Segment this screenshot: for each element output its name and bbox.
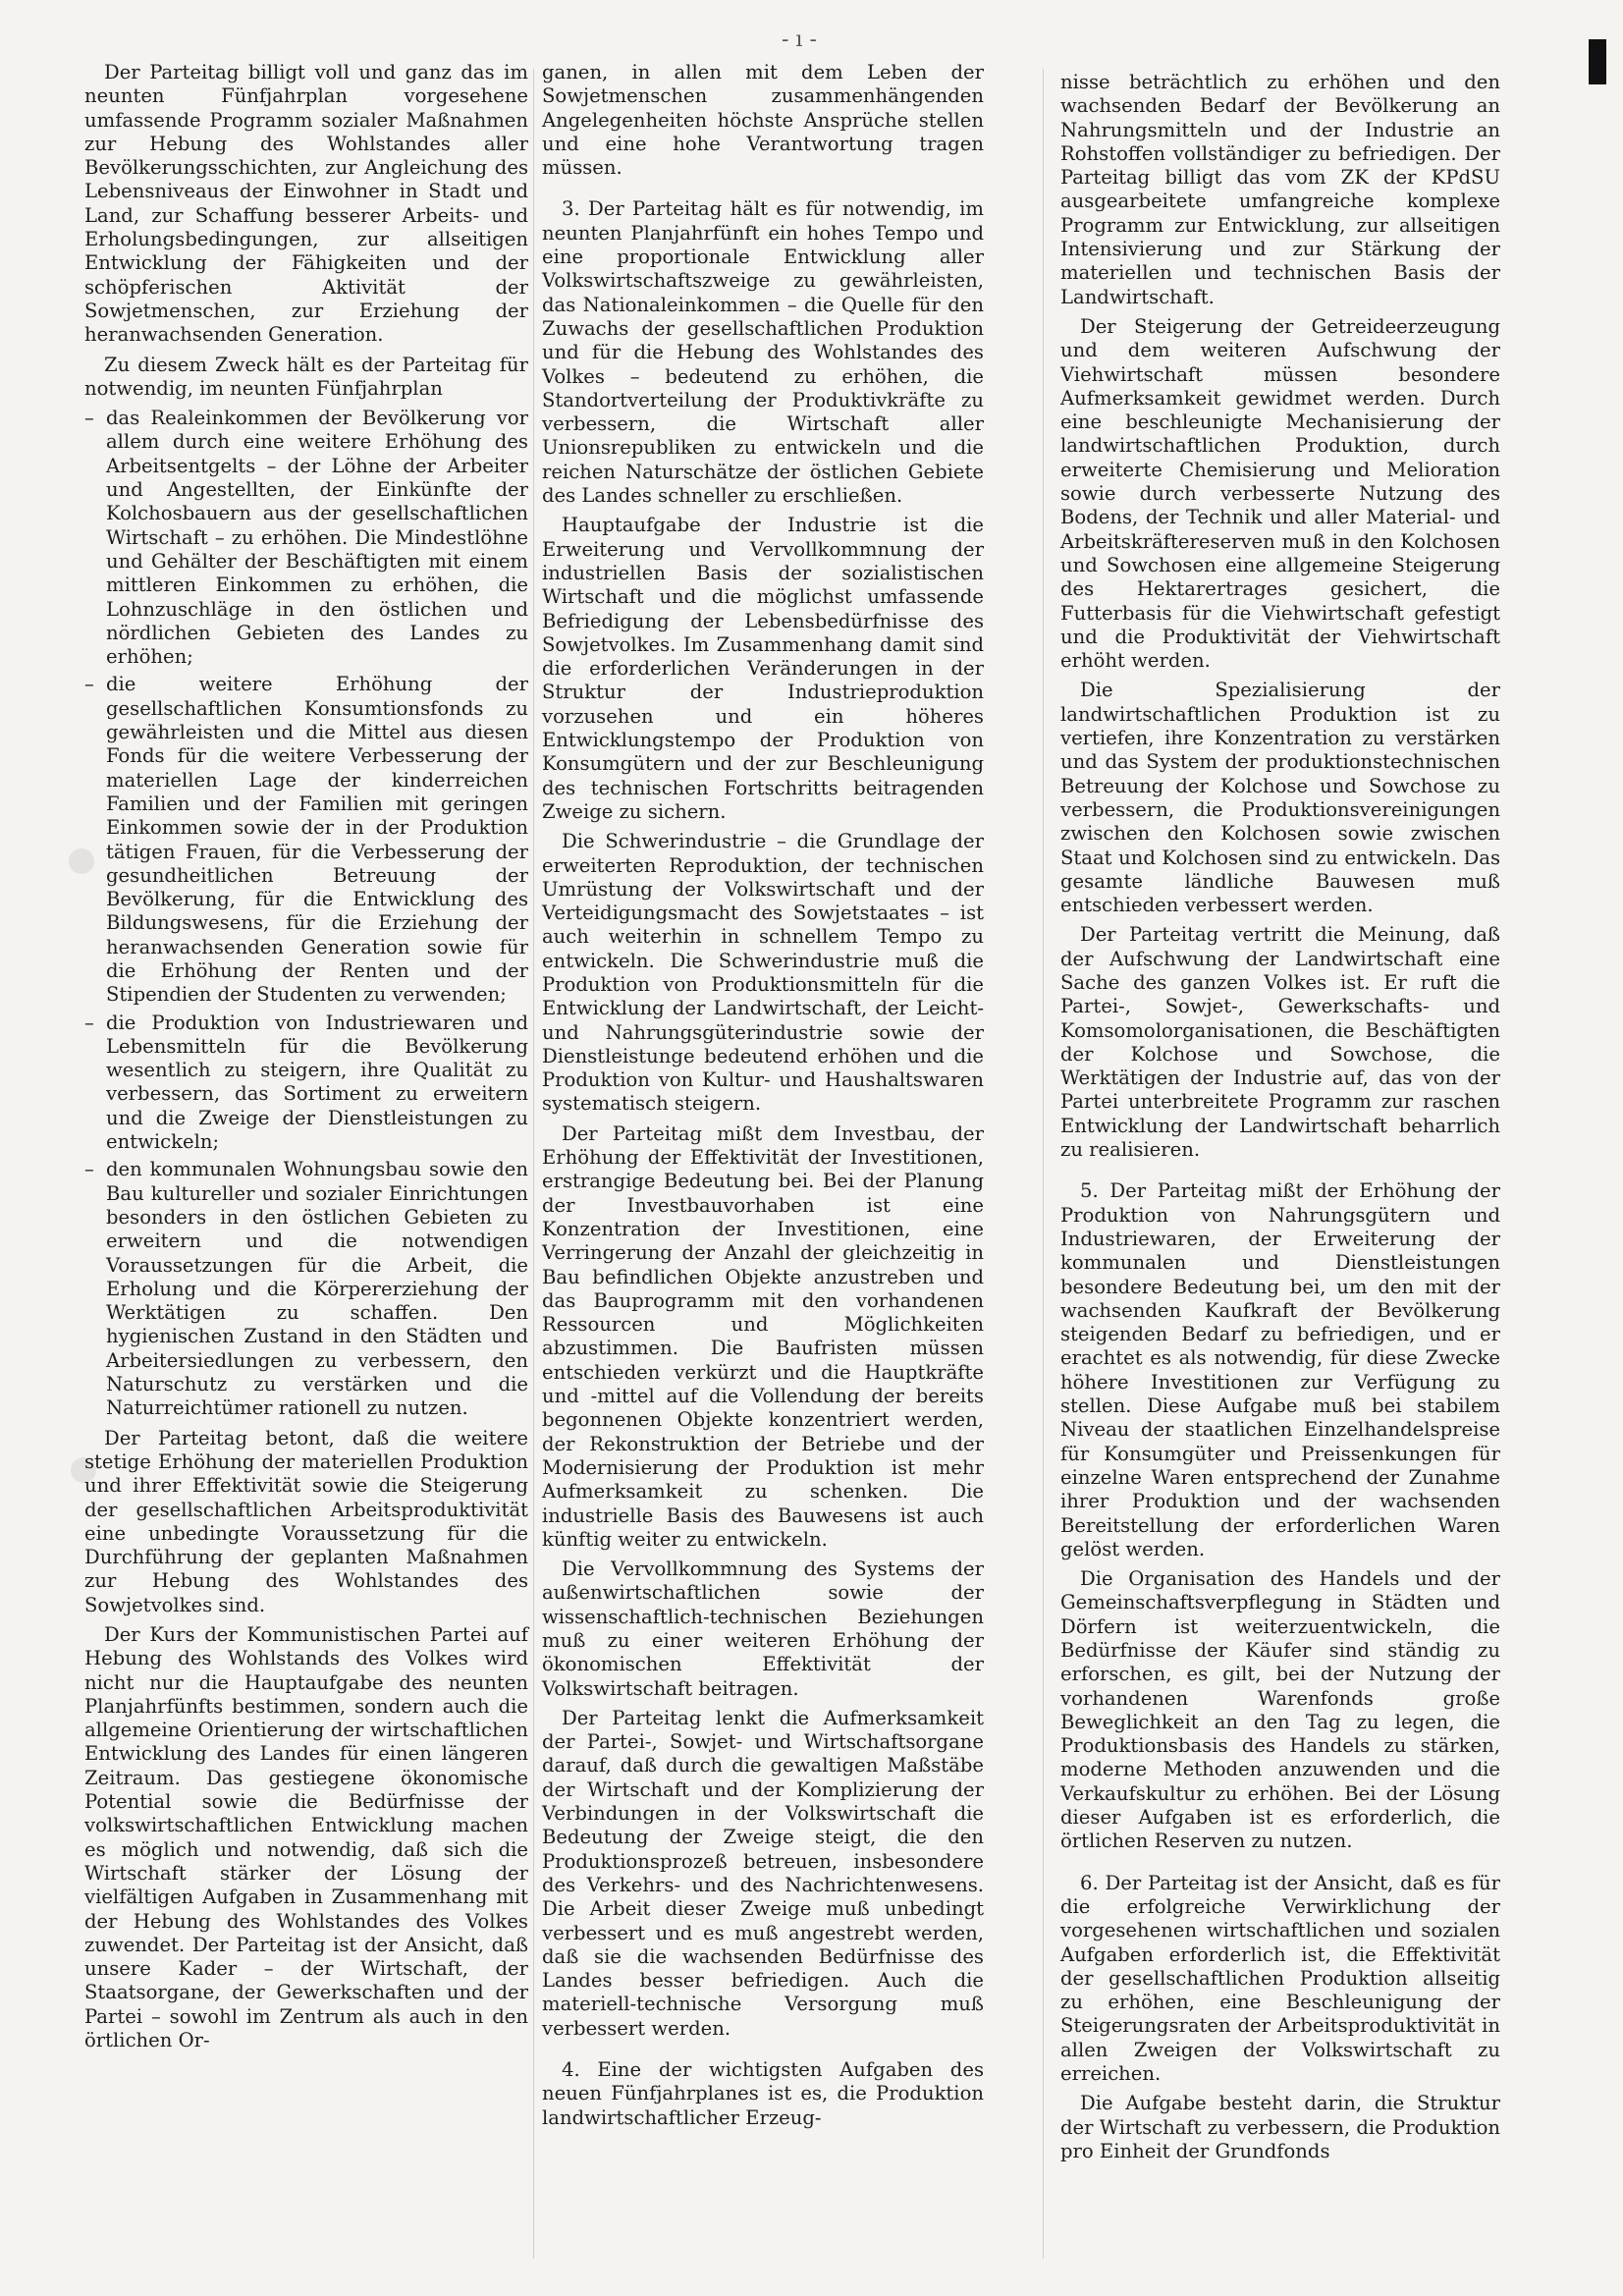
- paragraph: Der Steigerung der Getreideerzeugung und dem weiteren Aufschwung der Viehwirtschaft müssen besondere Aufmerksamkeit gewidmet werden. Durch eine beschleunigte Mechanisierung der landwirtschaftlichen Produktion, durch erweiterte Chemisierung und Melioration sowie durch verbesserte Nutzung des Bodens, der Technik und aller Material- und Arbeitskräftereserven muß in den Kolchosen und Sowchosen eine allgemeine Steigerung des Hektarertrages gesichert, die Futterbasis für die Viehwirtschaft gefestigt und die Produktivität der Viehwirtschaft erhöht werden.: [1060, 314, 1500, 673]
- section-paragraph: 4. Eine der wichtigsten Aufgaben des neuen Fünfjahrplanes ist es, die Produktion landwirtschaftlicher Erzeug-: [542, 2058, 984, 2129]
- paragraph: Die Spezialisierung der landwirtschaftlichen Produktion ist zu vertiefen, ihre Konzentration zu verstärken und das System der produktionstechnischen Betreuung der Kolchose und Sowchose zu verbessern, die Produktionsvereinigungen zwischen den Kolchosen sowie zwischen Staat und Kolchosen sind zu entwickeln. Das gesamte ländliche Bauwesen muß entschieden verbessert werden.: [1060, 679, 1500, 917]
- paragraph: Der Parteitag betont, daß die weitere stetige Erhöhung der materiellen Produktion und ihrer Effektivität sowie die Steigerung der gesellschaftlichen Arbeitsproduktivität eine unbedingte Voraussetzung für die Durchführung der geplanten Maßnahmen zur Hebung des Wohlstandes des Sowjetvolkes sind.: [84, 1426, 528, 1616]
- text-column-middle: [542, 61, 984, 2136]
- paragraph: Die Organisation des Handels und der Gemeinschaftsverpflegung in Städten und Dörfern ist weiterzuentwickeln, die Bedürfnisse der Käufer sind ständig zu erforschen, es gilt, bei der Nutzung der vorhandenen Warenfonds große Beweglichkeit an den Tag zu legen, die Produktionsbasis des Handels zu stärken, moderne Methoden anzuwenden und die Verkaufskultur zu erhöhen. Bei der Lösung dieser Aufgaben ist es erforderlich, die örtlichen Reserven zu nutzen.: [1060, 1567, 1500, 1853]
- section-paragraph: 3. Der Parteitag hält es für notwendig, im neunten Planjahrfünft ein hohes Tempo und eine proportionale Entwicklung aller Volkswirtschaftszweige zu gewährleisten, das Nationaleinkommen – die Quelle für den Zuwachs der gesellschaftlichen Produktion und für die Hebung des Wohlstandes des Volkes – bedeutend zu erhöhen, die Standortverteilung der Produktivkräfte zu verbessern, die Wirtschaft aller Unionsrepubliken zu entwickeln und die reichen Naturschätze der östlichen Gebiete des Landes schneller zu erschließen.: [542, 197, 984, 508]
- paragraph: Die Schwerindustrie – die Grundlage der erweiterten Reproduktion, der technischen Umrüstung der Volkswirtschaft und der Verteidigungsmacht des Sowjetstaates – ist auch weiterhin in schnellem Tempo zu entwickeln. Die Schwerindustrie muß die Produktion von Produktionsmitteln für die Entwicklung der Landwirtschaft, der Leicht- und Nahrungsgüterindustrie sowie der Dienstleistunge bedeutend erhöhen und die Produktion von Kultur- und Haushaltswaren systematisch steigern.: [542, 830, 984, 1116]
- scan-edge-mark: [1589, 39, 1606, 84]
- column-divider: [533, 69, 534, 2259]
- paragraph: Die Aufgabe besteht darin, die Struktur der Wirtschaft zu verbessern, die Produktion pro Einheit der Grundfonds: [1060, 2092, 1500, 2162]
- section-paragraph: 6. Der Parteitag ist der Ansicht, daß es für die erfolgreiche Verwirklichung der vorgesehenen wirtschaftlichen und sozialen Aufgaben erforderlich ist, die Effektivität der gesellschaftlichen Produktion allseitig zu erhöhen, eine Beschleunigung der Steigerungsraten der Arbeitsproduktivität in allen Zweigen der Volkswirtschaft zu erreichen.: [1060, 1871, 1500, 2086]
- paragraph: Der Parteitag vertritt die Meinung, daß der Aufschwung der Landwirtschaft eine Sache des ganzen Volkes ist. Er ruft die Partei-, Sowjet-, Gewerkschafts- und Komsomolorganisationen, die Beschäftigten der Kolchose und Sowchose, die Werktätigen der Industrie auf, das von der Partei unterbreitete Programm zur raschen Entwicklung der Landwirtschaft beharrlich zu realisieren.: [1060, 923, 1500, 1162]
- text-column-left: [84, 61, 528, 2058]
- paragraph: Der Parteitag mißt dem Investbau, der Erhöhung der Effektivität der Investitionen, erstrangige Bedeutung bei. Bei der Planung der Investbauvorhaben ist eine Konzentration der Investitionen, eine Verringerung der Anzahl der gleichzeitig in Bau befindlichen Objekte anzustreben und das Bauprogramm mit den vorhandenen Ressourcen und Möglichkeiten abzustimmen. Die Baufristen müssen entschieden verkürzt und die Hauptkräfte und -mittel auf die Vollendung der bereits begonnenen Objekte konzentriert werden, der Rekonstruktion der Betriebe und der Modernisierung der Produktion ist mehr Aufmerksamkeit zu schenken. Die industrielle Basis des Bauwesens ist auch künftig weiter zu entwickeln.: [542, 1121, 984, 1551]
- list-item: – das Realeinkommen der Bevölkerung vor allem durch eine weitere Erhöhung des Arbeitsentgelts – der Löhne der Arbeiter und Angestellten, der Einkünfte der Kolchosbauern aus der gesellschaftlichen Wirtschaft – zu erhöhen. Die Mindestlöhne und Gehälter der Beschäftigten mit einem mittleren Einkommen zu erhöhen, die Lohnzuschläge in den östlichen und nördlichen Gebieten des Landes zu erhöhen;: [84, 407, 528, 669]
- list-item: – die weitere Erhöhung der gesellschaftlichen Konsumtionsfonds zu gewährleisten und die Mittel aus diesen Fonds für die weitere Verbesserung der materiellen Lage der kinderreichen Familien und der Familien mit geringen Einkommen sowie der in der Produktion tätigen Frauen, für die Verbesserung der gesundheitlichen Betreuung der Bevölkerung, für die Entwicklung des Bildungswesens, für die Erziehung der heranwachsenden Generation sowie für die Erhöhung der Renten und der Stipendien der Studenten zu verwenden;: [84, 673, 528, 1007]
- paragraph: Zu diesem Zweck hält es der Parteitag für notwendig, im neunten Fünfjahrplan: [84, 353, 528, 400]
- paragraph: Hauptaufgabe der Industrie ist die Erweiterung und Vervollkommnung der industriellen Basis der sozialistischen Wirtschaft und die möglichst umfassende Befriedigung der Lebensbedürfnisse des Sowjetvolkes. Im Zusammenhang damit sind die erforderlichen Veränderungen in der Struktur der Industrieproduktion vorzusehen und ein höheres Entwicklungstempo der Produktion von Konsumgütern und der zur Beschleunigung des technischen Fortschritts beitragenden Zweige zu sichern.: [542, 514, 984, 823]
- paragraph: Der Kurs der Kommunistischen Partei auf Hebung des Wohlstands des Volkes wird nicht nur die Hauptaufgabe des neunten Planjahrfünfts bestimmen, sondern auch die allgemeine Orientierung der wirtschaftlichen Entwicklung des Landes für einen längeren Zeitraum. Das gestiegene ökonomische Potential sowie die Bedürfnisse der volkswirtschaftlichen Entwicklung machen es möglich und notwendig, daß sich die Wirtschaft stärker der Lösung der vielfältigen Aufgaben in Zusammenhang mit der Hebung des Wohlstandes des Volkes zuwendet. Der Parteitag ist der Ansicht, daß unsere Kader – der Wirtschaft, der Staatsorgane, der Gewerkschaften und der Partei – sowohl im Zentrum als auch in den örtlichen Or-: [84, 1623, 528, 2052]
- paragraph: Der Parteitag billigt voll und ganz das im neunten Fünfjahrplan vorgesehene umfassende Programm sozialer Maßnahmen zur Hebung des Wohlstandes aller Bevölkerungsschichten, zur Angleichung des Lebensniveaus der Einwohner in Stadt und Land, zur Schaffung besserer Arbeits- und Erholungsbedingungen, zur allseitigen Entwicklung der Fähigkeiten und der schöpferischen Aktivität der Sowjetmenschen, zur Erziehung der heranwachsenden Generation.: [84, 61, 528, 347]
- measures-list: [84, 407, 528, 1420]
- column-divider: [1043, 69, 1044, 2259]
- paragraph: Der Parteitag lenkt die Aufmerksamkeit der Partei-, Sowjet- und Wirtschaftsorgane darauf, daß durch die gewaltigen Maßstäbe der Wirtschaft und der Komplizierung der Verbindungen in der Volkswirtschaft die Bedeutung der Zweige steigt, die den Produktionsprozeß betreuen, insbesondere des Verkehrs- und des Nachrichtenwesens. Die Arbeit dieser Zweige muß unbedingt verbessert und es muß angestrebt werden, daß sie die wachsenden Bedürfnisse des Landes besser befriedigen. Auch die materiell-technische Versorgung muß verbessert werden.: [542, 1706, 984, 2040]
- text-column-right: [1060, 71, 1500, 2169]
- paragraph: nisse beträchtlich zu erhöhen und den wachsenden Bedarf der Bevölkerung an Nahrungsmitteln und der Industrie an Rohstoffen vollständiger zu befriedigen. Der Parteitag billigt das vom ZK der KPdSU ausgearbeitete umfangreiche komplexe Programm zur Entwicklung, zur allseitigen Intensivierung und zur Stärkung der materiellen und technischen Basis der Landwirtschaft.: [1060, 71, 1500, 308]
- list-item: – die Produktion von Industriewaren und Lebensmitteln für die Bevölkerung wesentlich zu steigern, ihre Qualität zu verbessern, das Sortiment zu erweitern und die Zweige der Dienstleistungen zu entwickeln;: [84, 1011, 528, 1155]
- list-item: – den kommunalen Wohnungsbau sowie den Bau kultureller und sozialer Einrichtungen besonders in den östlichen Gebieten zu erweitern und die notwendigen Voraussetzungen für die Arbeit, die Erholung und die Körpererziehung der Werktätigen zu schaffen. Den hygienischen Zustand in den Städten und Arbeitersiedlungen zu verbessern, den Naturschutz zu verstärken und die Naturreichtümer rationell zu nutzen.: [84, 1158, 528, 1420]
- paragraph: Die Vervollkommnung des Systems der außenwirtschaftlichen sowie der wissenschaftlich-technischen Beziehungen muß zu einer weiteren Erhöhung der ökonomischen Effektivität der Volkswirtschaft beitragen.: [542, 1558, 984, 1700]
- page-top-mark: - ı -: [782, 27, 817, 52]
- section-paragraph: 5. Der Parteitag mißt der Erhöhung der Produktion von Nahrungsgütern und Industriewaren, der Erweiterung der kommunalen und Dienstleistungen besondere Bedeutung bei, um den mit der wachsenden Kaufkraft der Bevölkerung steigenden Bedarf zu befriedigen, und er erachtet es als notwendig, für diese Zwecke höhere Investitionen zur Verfügung zu stellen. Diese Aufgabe muß bei stabilem Niveau der staatlichen Einzelhandelspreise für Konsumgüter und Preissenkungen für einzelne Waren entsprechend der Zunahme ihrer Produktion und der wachsenden Bereitstellung der erforderlichen Waren gelöst werden.: [1060, 1179, 1500, 1560]
- paragraph: ganen, in allen mit dem Leben der Sowjetmenschen zusammenhängenden Angelegenheiten höchste Ansprüche stellen und eine hohe Verantwortung tragen müssen.: [542, 61, 984, 180]
